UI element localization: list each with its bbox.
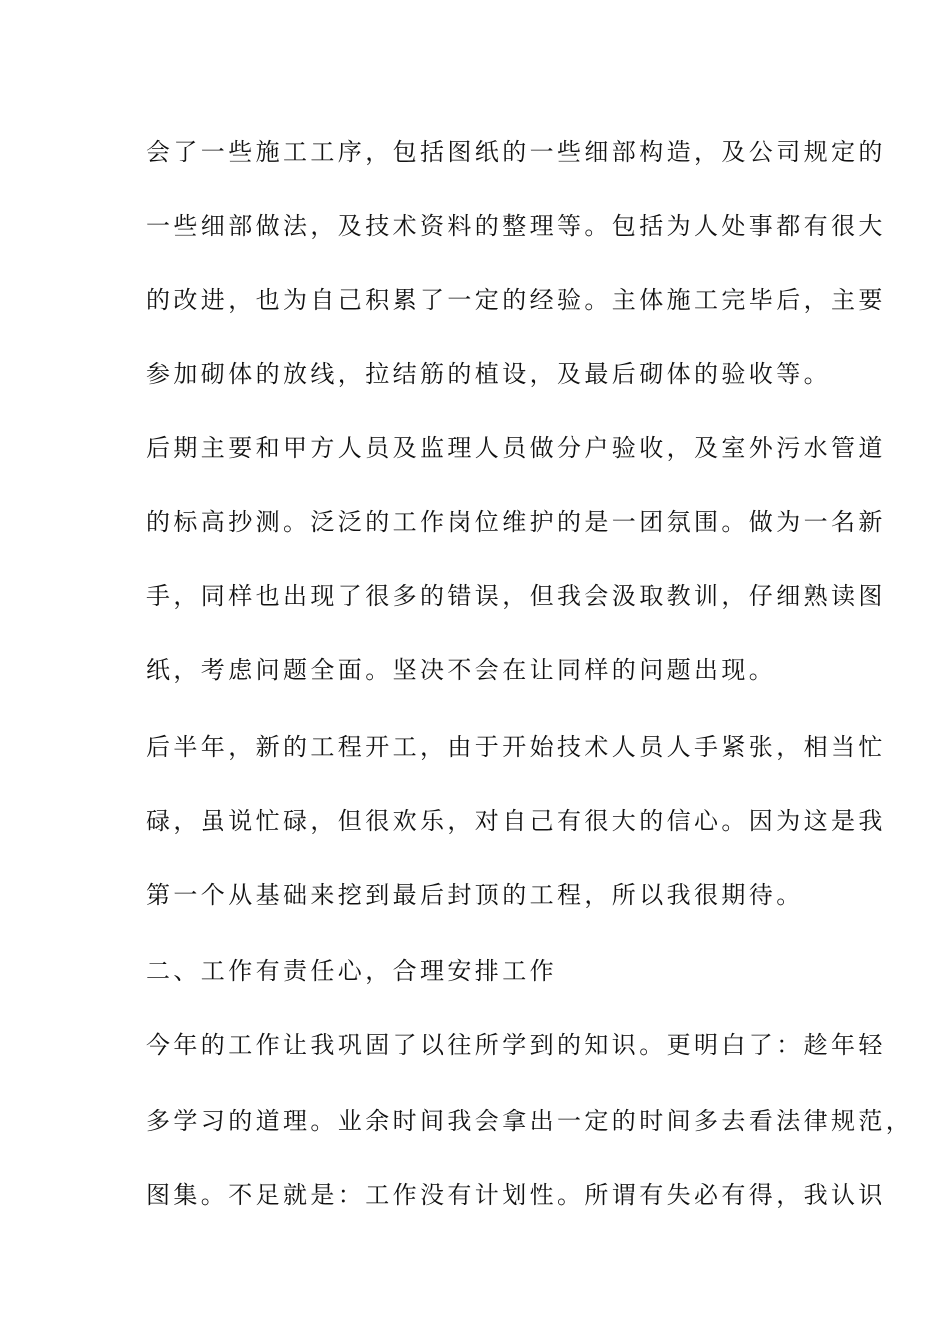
text-line: 参加砌体的放线，拉结筋的植设，及最后砌体的验收等。 xyxy=(146,360,831,388)
text-line: 今年的工作让我巩固了以往所学到的知识。更明白了：趁年轻 xyxy=(146,1031,886,1059)
section-heading: 二、工作有责任心，合理安排工作 xyxy=(146,957,557,985)
text-line: 一些细部做法，及技术资料的整理等。包括为人处事都有很大 xyxy=(146,212,886,240)
text-line: 的标高抄测。泛泛的工作岗位维护的是一团氛围。做为一名新 xyxy=(146,508,886,536)
text-line: 多学习的道理。业余时间我会拿出一定的时间多去看法律规范， xyxy=(146,1107,914,1135)
text-line: 碌，虽说忙碌，但很欢乐，对自己有很大的信心。因为这是我 xyxy=(146,807,886,835)
text-line: 的改进，也为自己积累了一定的经验。主体施工完毕后，主要 xyxy=(146,286,886,314)
text-line: 会了一些施工工序，包括图纸的一些细部构造，及公司规定的 xyxy=(146,138,886,166)
text-line: 图集。不足就是：工作没有计划性。所谓有失必有得，我认识 xyxy=(146,1181,886,1209)
text-line: 第一个从基础来挖到最后封顶的工程，所以我很期待。 xyxy=(146,881,804,909)
text-line: 纸，考虑问题全面。坚决不会在让同样的问题出现。 xyxy=(146,656,777,684)
text-line: 后期主要和甲方人员及监理人员做分户验收，及室外污水管道 xyxy=(146,434,886,462)
text-line: 后半年，新的工程开工，由于开始技术人员人手紧张，相当忙 xyxy=(146,733,886,761)
text-line: 手，同样也出现了很多的错误，但我会汲取教训，仔细熟读图 xyxy=(146,582,886,610)
